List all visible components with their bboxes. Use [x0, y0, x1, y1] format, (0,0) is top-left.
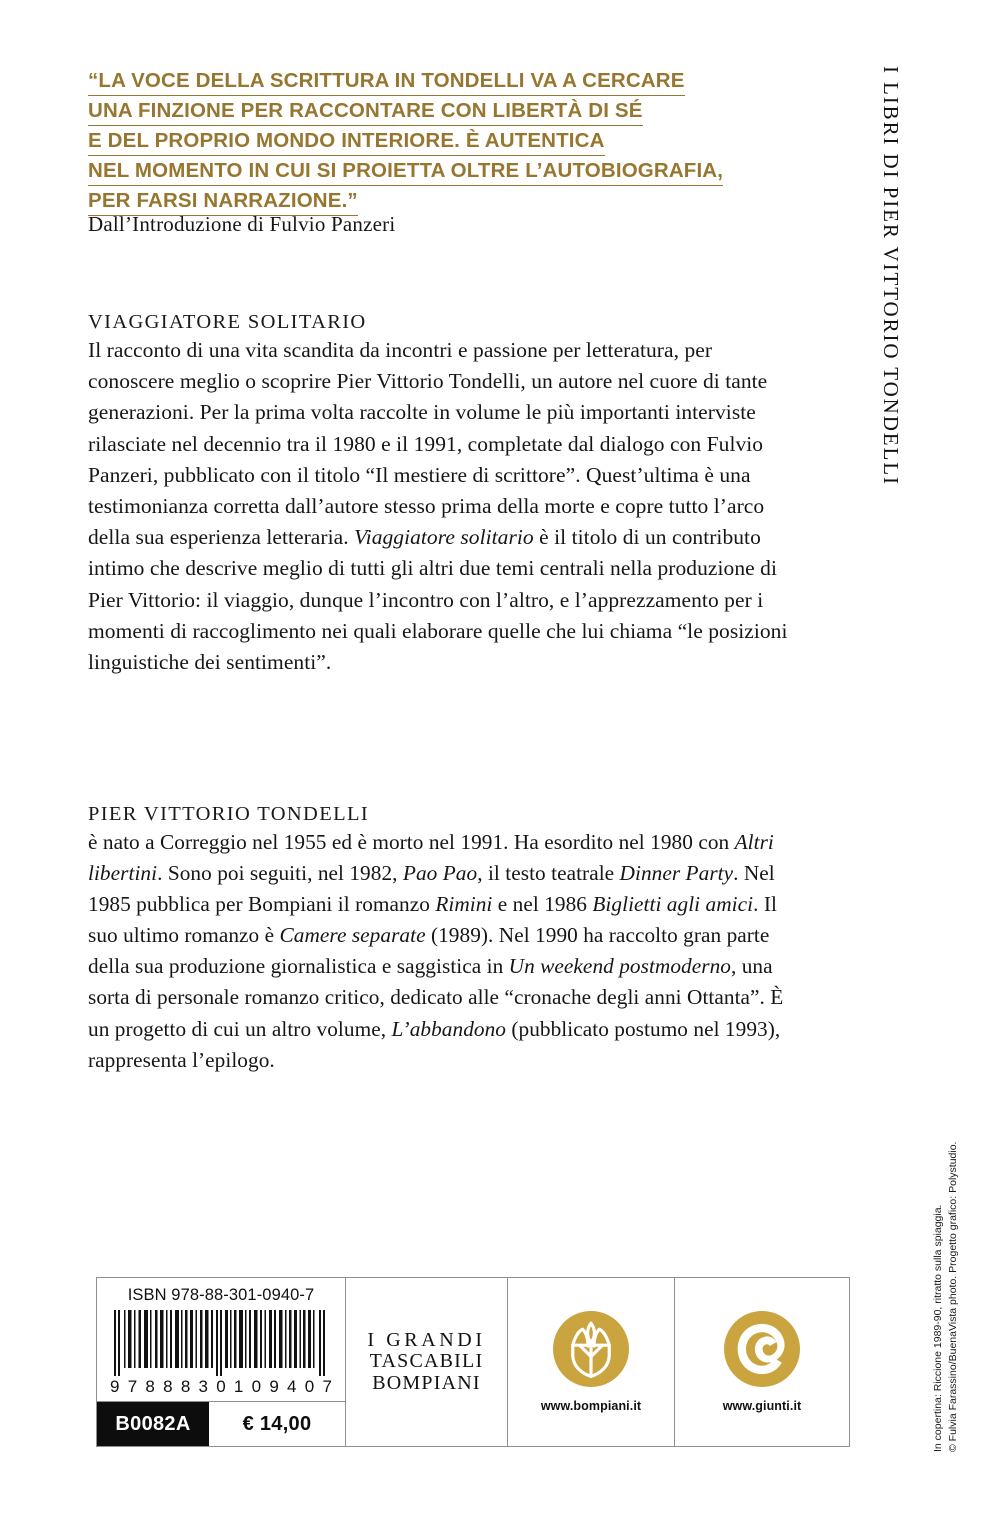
- isbn-text: ISBN 978-88-301-0940-7: [127, 1286, 315, 1304]
- barcode-digit: 7: [322, 1377, 332, 1396]
- barcode-digit: 3: [198, 1377, 208, 1396]
- giunti-spiral-logo-icon: [724, 1311, 800, 1387]
- price-label: € 14,00: [209, 1402, 345, 1446]
- pull-quote-line: PER FARSI NARRAZIONE.”: [88, 188, 358, 216]
- barcode-digit: 0: [251, 1377, 262, 1396]
- author-name-heading: PIER VITTORIO TONDELLI: [88, 803, 370, 825]
- barcode-digit: 0: [304, 1377, 315, 1396]
- cover-credits: [931, 1142, 960, 1452]
- barcode-digit: 7: [127, 1377, 138, 1396]
- barcode-bars-icon: [114, 1310, 329, 1376]
- barcode-cell: [97, 1278, 346, 1446]
- product-code-badge: B0082A: [97, 1402, 209, 1446]
- book-description-text: Il racconto di una vita scandita da incontri e passione per letteratura, per conoscere meglio o scoprire Pier Vittorio Tondelli, un autore nel cuore di tante generazioni. Per la prima volta raccolte in volume le più importanti interviste rilasciate nel decennio tra il 1980 e il 1991, completate dal dialogo con Fulvio Panzeri, pubblicato con il titolo “Il mestiere di scrittore”. Quest’ultima è una testimonianza corretta dall’autore stesso prima della morte e copre tutto l’arco della sua esperienza letteraria. Viaggiatore solitario è il titolo di un contributo intimo che descrive meglio di tutti gli altri due temi centrali nella produzione di Pier Vittorio: il viaggio, dunque l’incontro con l’altro, e l’apprezzamento per i momenti di raccoglimento nei quali elaborare quelle che lui chiama “le posizioni linguistiche dei sentimenti”.: [88, 338, 788, 675]
- barcode-digit: 8: [145, 1377, 155, 1396]
- author-bio-block: [88, 801, 788, 1076]
- imprint-line-2: TASCABILI: [369, 1350, 484, 1373]
- book-title-heading: VIAGGIATORE SOLITARIO: [88, 311, 367, 333]
- barcode-digit: 9: [269, 1377, 279, 1396]
- barcode-digit: 0: [216, 1377, 226, 1396]
- imprint-line-1: I GRANDI: [367, 1328, 486, 1351]
- book-description-block: [88, 309, 788, 678]
- quote-attribution: Dall’Introduzione di Fulvio Panzeri: [88, 212, 396, 236]
- credit-line-copyright: © Fulvia Farassino/BuenaVista photo. Progetto grafico: Polystudio.: [946, 1141, 959, 1452]
- pull-quote-line: NEL MOMENTO IN CUI SI PROIETTA OLTRE L’AUTOBIOGRAFIA,: [88, 158, 723, 186]
- author-bio-text: è nato a Correggio nel 1955 ed è morto nel 1991. Ha esordito nel 1980 con Altri libertini. Sono poi seguiti, nel 1982, Pao Pao, il testo teatrale Dinner Party. Nel 1985 pubblica per Bompiani il romanzo Rimini e nel 1986 Biglietti agli amici. Il suo ultimo romanzo è Camere separate (1989). Nel 1990 ha raccolto gran parte della sua produzione giornalistica e saggistica in Un weekend postmoderno, una sorta di personale romanzo critico, dedicato alle “cronache degli anni Ottanta”. È un progetto di cui un altro volume, L’abbandono (pubblicato postumo nel 1993), rappresenta l’epilogo.: [88, 830, 784, 1072]
- pull-quote: [88, 68, 788, 218]
- bompiani-url[interactable]: www.bompiani.it: [540, 1399, 642, 1413]
- giunti-url[interactable]: www.giunti.it: [722, 1399, 802, 1413]
- barcode-digit: 1: [233, 1377, 244, 1396]
- pull-quote-line: “LA VOCE DELLA SCRITTURA IN TONDELLI VA A CERCARE: [88, 68, 685, 96]
- imprint-line-3: BOMPIANI: [372, 1371, 481, 1394]
- barcode-digit: 8: [163, 1377, 173, 1396]
- price-row: [97, 1401, 345, 1446]
- imprint-logo: [367, 1330, 485, 1395]
- series-title-vertical: I LIBRI DI PIER VITTORIO TONDELLI: [879, 66, 903, 486]
- barcode-digit: 9: [110, 1377, 120, 1396]
- pull-quote-line: UNA FINZIONE PER RACCONTARE CON LIBERTÀ DI SÉ: [88, 98, 643, 126]
- giunti-publisher-cell: [675, 1278, 849, 1446]
- bottom-info-strip: [96, 1277, 850, 1447]
- pull-quote-line: E DEL PROPRIO MONDO INTERIORE. È AUTENTICA: [88, 128, 605, 156]
- credit-line-cover-photo: In copertina: Riccione 1989-90, ritratto sulla spiaggia.: [932, 1204, 944, 1452]
- bompiani-shield-logo-icon: [553, 1311, 629, 1387]
- barcode-digits: [110, 1377, 332, 1397]
- imprint-cell: [346, 1278, 508, 1446]
- barcode-digit: 8: [180, 1377, 191, 1396]
- bompiani-publisher-cell: [508, 1278, 675, 1446]
- barcode-digit: 4: [287, 1377, 297, 1396]
